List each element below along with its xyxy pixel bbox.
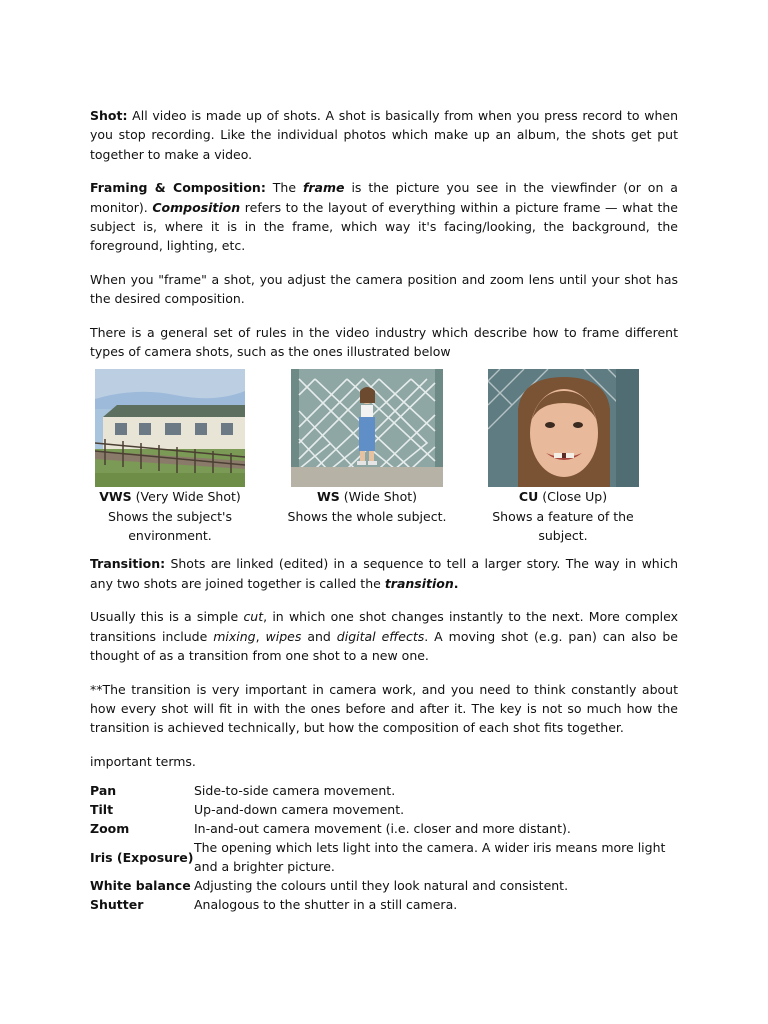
ws-caption-title [282, 487, 452, 506]
term-row [90, 781, 678, 800]
term-name: White balance [90, 878, 191, 894]
composition-term: Composition [152, 199, 241, 215]
figure-ws [282, 369, 452, 526]
vws-photo [95, 369, 245, 487]
ws-caption-desc: Shows the whole subject. [287, 508, 447, 524]
usually-paragraph [90, 607, 678, 665]
frame-term: frame [302, 180, 345, 196]
shot-label: Shot: [90, 108, 128, 123]
transition-label: Transition: [90, 556, 166, 572]
terms-table [90, 781, 678, 914]
important-paragraph: **The transition is very important in camera work, and you need to think constantly about how every shot will fit in with the ones before and after it. The key is not so much how the transition is achieved technically, but how the composition of each shot fits together. [90, 681, 678, 736]
frame-paragraph: When you "frame" a shot, you adjust the camera position and zoom lens until your shot has the desired composition. [90, 271, 678, 307]
term-name: Zoom [90, 821, 130, 837]
term-row [90, 895, 678, 914]
transition-text-1: Shots are linked (edited) in a sequence to tell a larger story. The way in which any two shots are joined together is called the [90, 556, 678, 591]
usually-text-3: . A moving shot (e.g. pan) can also be thought of as a transition from one shot to a new one. [90, 628, 678, 664]
usually-text-1: Usually this is a simple [90, 609, 239, 625]
term-def: In-and-out camera movement (i.e. closer and more distant). [194, 821, 571, 837]
framing-text-3: refers to the layout of everything within a picture frame — what the subject is, where it is in the frame, which way it's facing/looking, the background, the foreground, lighting, etc. [90, 199, 678, 254]
ws-name: (Wide Shot) [343, 489, 418, 505]
shot-paragraph [90, 106, 678, 164]
term-name: Shutter [90, 897, 144, 913]
shot-figures [90, 369, 678, 544]
mixing-term: mixing [213, 628, 256, 644]
cu-caption-desc: Shows a feature of the subject. [492, 508, 634, 544]
wipes-term: wipes [265, 628, 302, 644]
usually-comma: , [255, 628, 260, 644]
figure-vws [85, 369, 255, 545]
term-row [90, 819, 678, 838]
rules-paragraph: There is a general set of rules in the video industry which describe how to frame different types of camera shots, such as the ones illustrated below [90, 324, 678, 360]
shot-text: All video is made up of shots. A shot is basically from when you press record to when you stop recording. Like the individual photos which make up an album, the shots get put together to make a video. [90, 108, 678, 162]
usually-and: and [307, 628, 331, 644]
term-row [90, 800, 678, 819]
term-def: Side-to-side camera movement. [194, 783, 396, 799]
framing-text-2: is the picture you see in the viewfinder (or on a monitor). [90, 180, 678, 215]
cu-name: (Close Up) [542, 489, 608, 505]
usually-text-2: , in which one shot changes instantly to the next. More complex transitions include [90, 609, 678, 644]
digital-effects-term: digital effects [336, 628, 425, 644]
figure-cu [478, 369, 648, 545]
framing-text-1: The [272, 180, 297, 196]
cu-abbr: CU [518, 489, 539, 505]
term-def: Adjusting the colours until they look natural and consistent. [194, 878, 569, 894]
ws-abbr: WS [316, 489, 340, 505]
term-name: Tilt [90, 802, 114, 818]
cut-term: cut [243, 609, 264, 625]
term-row [90, 838, 678, 876]
framing-paragraph [90, 178, 678, 256]
cu-caption-title [478, 487, 648, 506]
term-def: The opening which lets light into the camera. A wider iris means more light and a brighter picture. [194, 840, 666, 875]
vws-abbr: VWS [99, 489, 132, 505]
vws-caption-title [85, 487, 255, 506]
ws-photo [291, 369, 443, 487]
document-body [90, 106, 678, 914]
framing-label: Framing & Composition: [90, 180, 266, 196]
term-name: Pan [90, 783, 117, 799]
terms-heading: important terms. [90, 753, 196, 769]
term-name: Iris (Exposure) [90, 849, 194, 865]
cu-photo [488, 369, 639, 487]
vws-name: (Very Wide Shot) [135, 489, 241, 505]
term-row [90, 876, 678, 895]
vws-caption-desc: Shows the subject's environment. [108, 508, 232, 544]
transition-text-2: . [453, 575, 459, 591]
transition-term: transition [384, 575, 454, 591]
term-def: Up-and-down camera movement. [194, 802, 405, 818]
transition-paragraph [90, 554, 678, 593]
term-def: Analogous to the shutter in a still camera. [194, 897, 458, 913]
